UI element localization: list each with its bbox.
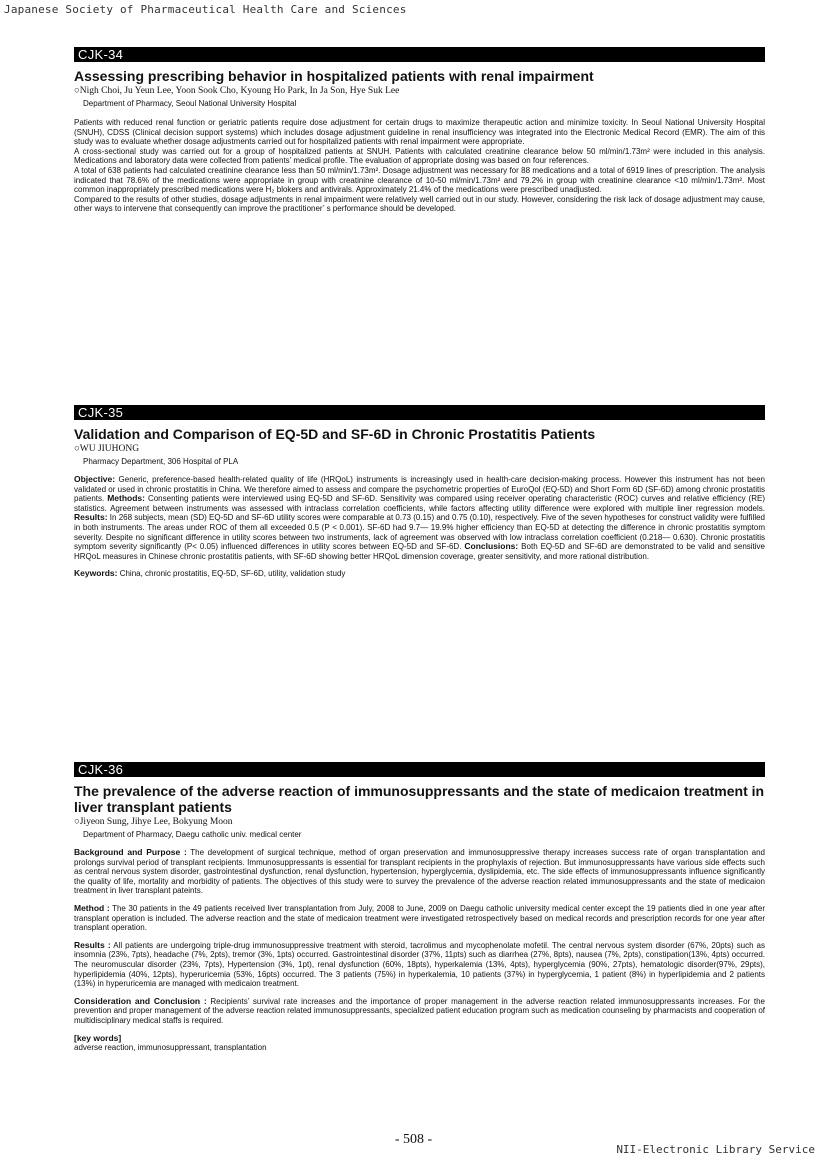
keywords xyxy=(74,569,765,579)
section-text: The 30 patients in the 49 patients received liver transplantation from July, 2008 to June, 2009 on Daegu catholic university medical center except the 19 patients died in one year after transplant operation is included. The adverse reaction and the state of medicaion treatment were investigated retrospectively based on medical records and prescription records for one year after transplant operation. xyxy=(74,903,765,933)
section-label: Method : xyxy=(74,902,110,913)
abstract-body xyxy=(74,848,765,1053)
keywords-label: Keywords: xyxy=(74,568,118,579)
keywords-text: China, chronic prostatitis, EQ-5D, SF-6D, utility, validation study xyxy=(117,569,346,579)
section-text: In 268 subjects, mean (SD) EQ-5D and SF-6D utility scores were comparable at 0.73 (0.15) and 0.75 (0.10), respectively. Five of the seven hypotheses for construct validity were fulfilled in both instruments. The areas under ROC of them all exceeded 0.5 (P < 0.001). SF-6D had 9.7— 19.9% higher efficiency than EQ-5D at detecting the difference in chronic prostatitis symptom severity. Despite no significant difference in utility scores between two instruments, lack of agreement was observed with low intraclass correlation coefficient (0.218— 0.630). Chronic prostatitis symptom severity significantly (P< 0.05) influenced differences in utility scores between EQ-5D and SF-6D. xyxy=(74,513,765,552)
section-label: Results: xyxy=(74,512,108,523)
abstract-body xyxy=(74,118,765,214)
abstract-paragraph xyxy=(74,475,765,561)
section-text: Consenting patients were interviewed using EQ-5D and SF-6D. Sensitivity was compared using receiver operating characteristic (ROC) curves and relative efficiency (RE) statistics. Agreement between instruments was assessed with intraclass correlation coefficients, while factors affecting utility difference were explored with multiple liner regression models. xyxy=(74,494,765,513)
section-label: Methods: xyxy=(107,493,145,504)
section-label: Objective: xyxy=(74,474,116,484)
abstract-paragraph: Patients with reduced renal function or geriatric patients require dose adjustment for certain drugs to maximize therapeutic action and minimize toxicity. In Seoul National University Hospital (SNUH), CDSS (Clinical decision support systems) which includes dosage adjustment guideline in renal insufficiency was integrated into the Electronic Medical Record (EMR). The aim of this study was to evaluate whether dosage adjustments carried out for hospitalized patients with renal impairment were appropriate. xyxy=(74,118,765,147)
section-label: Background and Purpose : xyxy=(74,847,187,857)
section-label: Consideration and Conclusion : xyxy=(74,995,207,1006)
abstract-cjk-36 xyxy=(74,762,765,1053)
abstract-title: Assessing prescribing behavior in hospitalized patients with renal impairment xyxy=(74,68,594,84)
abstract-authors: ○Nigh Choi, Ju Yeun Lee, Yoon Sook Cho, Kyoung Ho Park, In Ja Son, Hye Suk Lee xyxy=(74,86,400,96)
abstract-authors: ○WU JIUHONG xyxy=(74,444,140,454)
abstract-paragraph xyxy=(74,997,765,1026)
section-text: Recipients’ survival rate increases and the importance of proper management in the adverse reaction related immunosuppressants increases. For the prevention and proper management of the adverse reaction related immunosuppressants, specialized patient education program such as medication counseling by pharmacists and cooperation of multidisciplinary medical staffs is required. xyxy=(74,996,765,1025)
abstract-code-bar: CJK-34 xyxy=(74,47,765,62)
abstract-title: The prevalence of the adverse reaction of immunosuppressants and the state of medicaion treatment in liver transplant patients xyxy=(74,783,765,815)
keywords-text: adverse reaction, immunosuppressant, transplantation xyxy=(74,1043,267,1053)
abstract-code-bar: CJK-36 xyxy=(74,762,765,777)
abstract-body xyxy=(74,475,765,579)
section-text: All patients are undergoing triple-drug immunosuppressive treatment with steroid, tacrolimus and mycophenolate mofetil. The central nervous system disorder (67%, 20pts) such as insomnia (23%, 7pts), headache (7%, 2pts), tremor (3%, 1pts) occurred. Gastrointestinal disorder (37%, 11pts) such as diarrhea (27%, 8pts), nausea (7%, 2pts), constipation(13%, 4pts) occurred. The neuromuscular disorder (23%, 7pts), Hypertension (3%, 1pt), renal dysfunction (60%, 18pts), hyperkalemia (13%, 4pts), hyperglycemia (90%, 27pts), hematologic disorder(97%, 29pts), hyperlipidemia (40%, 12pts), hyperuricemia (53%, 16pts) occurred. The 3 patients (75%) in hyperkalemia, 10 patients (37%) in hyperglycemia, 1 patient (8%) in hyperlipidemia and 2 patients (13%) in hyperuricemia are managed with medicaion treatment. xyxy=(74,940,765,989)
page-number: - 508 - xyxy=(394,1132,433,1147)
abstract-paragraph: A cross-sectional study was carried out for a group of hospitalized patients at SNUH. Patients with calculated creatinine clearance below 50 ml/min/1.73m² were included in this analysis. Medications and laboratory data were collected from patients’ medical profile. The evaluation of appropriate dosing was based on four references. xyxy=(74,146,765,166)
abstract-affiliation: Department of Pharmacy, Seoul National University Hospital xyxy=(83,99,297,108)
abstract-cjk-34 xyxy=(74,47,765,214)
abstract-affiliation: Department of Pharmacy, Daegu catholic univ. medical center xyxy=(83,830,302,839)
abstract-paragraph xyxy=(74,941,765,989)
abstract-paragraph: Compared to the results of other studies, dosage adjustments in renal impairment were relatively well carried out in our study. However, considering the risk lack of dosage adjustment may cause, other ways to intervene that consequently can improve the practitioner’ s performance should be developed. xyxy=(74,194,765,214)
section-text: The development of surgical technique, method of organ preservation and immunosuppressive therapy increases success rate of organ transplantation and prolongs survival period of transplant recipients. Immunosuppressants is essential for transplant recipients in the prophylaxis of rejection. But immunosuppressants have various side effects such as central nervous system disorder, gastrointestinal dysfunction, renal dysfunction, hypertension, hyperglycemia, dyslipidemia, etc. The side effects of immunosuppressants influence significantly the quality of life, mortality and morbidity of patients. The objectives of this study were to survey the prevalence of the adverse reaction related immunosuppressants and the state of medicaion treatment in liver transplant pateints. xyxy=(74,848,766,896)
keywords-label: [key words] xyxy=(74,1032,122,1043)
abstract-title: Validation and Comparison of EQ-5D and SF-6D in Chronic Prostatitis Patients xyxy=(74,426,596,442)
section-label: Results : xyxy=(74,939,111,950)
abstract-paragraph: A total of 638 patients had calculated creatinine clearance less than 50 ml/min/1.73m². Dosage adjustment was necessary for 88 medications and a total of 6919 lines of prescription. The analysis indicated that 78.6% of the medications were appropriate in group with creatinine clearance of 10-50 ml/min/1.73m² and 79.2% in group with creatinine clearance <10 ml/min/1.73m². Most common inappropriately prescribed medications were H₂ blokers and antivirals. Approximately 21.4% of the medications were prescribed unadjusted. xyxy=(74,165,765,195)
library-service-footer: NII-Electronic Library Service xyxy=(616,1143,815,1156)
running-header: Japanese Society of Pharmaceutical Health Care and Sciences xyxy=(4,3,407,16)
abstract-paragraph xyxy=(74,904,765,933)
section-label: Conclusions: xyxy=(464,541,519,552)
abstract-cjk-35 xyxy=(74,405,765,579)
section-text: Both EQ-5D and SF-6D are demonstrated to be valid and sensitive HRQoL measures in Chinese chronic prostatitis patients, with SF-6D showing better HRQoL dimension coverage, greater sensitivity, and more rational distribution. xyxy=(74,542,765,561)
abstract-authors: ○Jiyeon Sung, Jihye Lee, Bokyung Moon xyxy=(74,817,233,827)
abstract-affiliation: Pharmacy Department, 306 Hospital of PLA xyxy=(83,457,239,466)
abstract-code-bar: CJK-35 xyxy=(74,405,765,420)
section-text: Generic, preference-based health-related quality of life (HRQoL) instruments is increasingly used in health-care decision-making process. However this instrument has not been validated or used in chronic prostatitis in China. We therefore aimed to assess and compare the psychometric properties of EuroQol (EQ-5D) and Short Form 6D (SF-6D) among chronic prostatitis patients. xyxy=(74,475,765,504)
abstract-paragraph xyxy=(74,848,765,896)
